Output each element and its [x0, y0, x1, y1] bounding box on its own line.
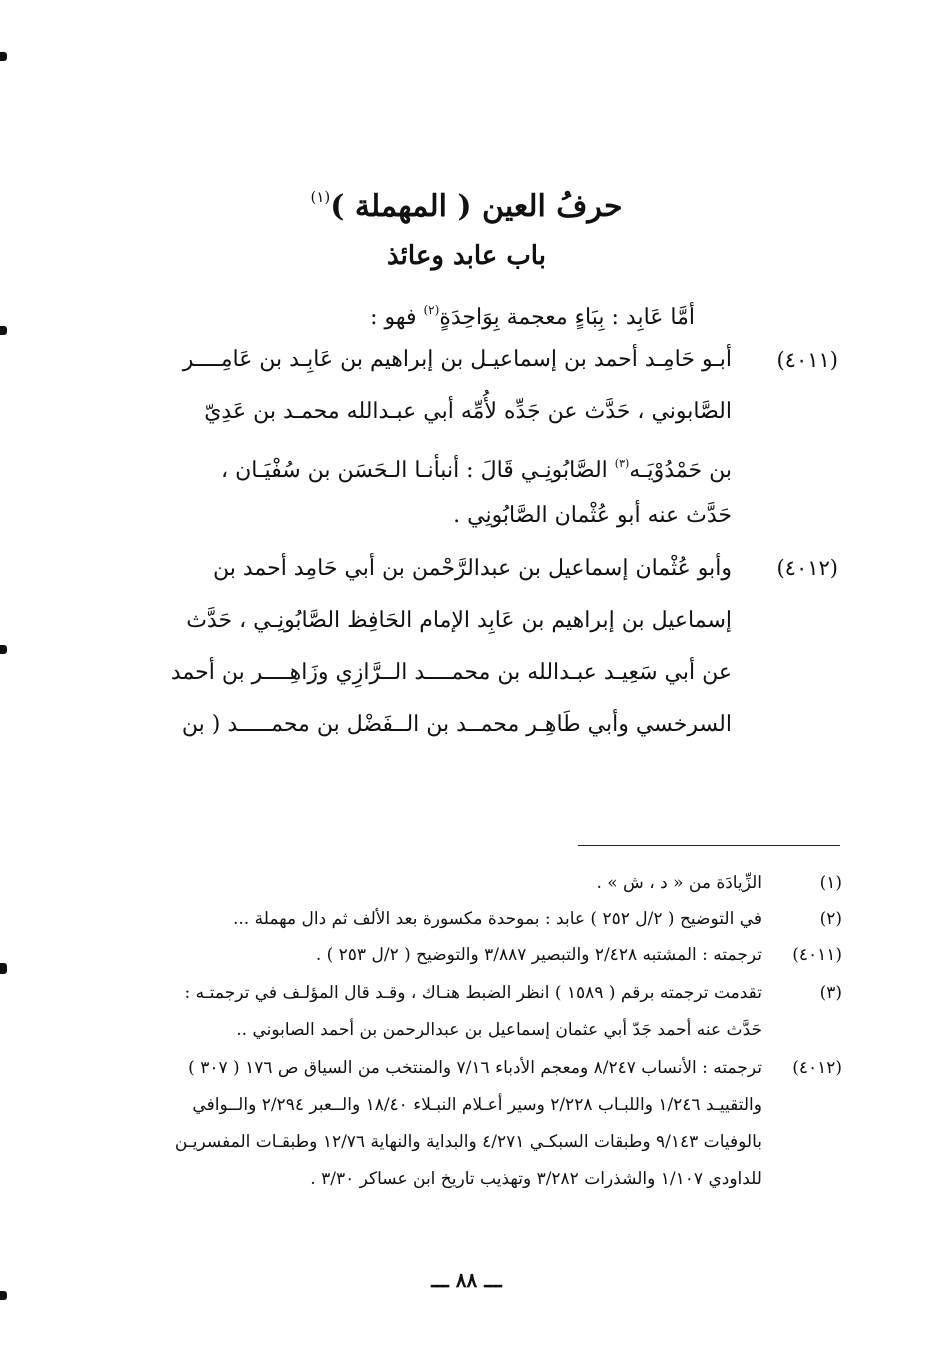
- footnote-number: (٤٠١٢): [792, 1058, 842, 1078]
- footnote-text: تقدمت ترجمته برقم ( ١٥٨٩ ) انظر الضبط هنـاك ، وقـد قال المؤلـف في ترجمتـه :: [184, 983, 762, 1003]
- footnote-number: (١): [819, 873, 842, 893]
- entry-line-text: الصَّابُونِـي قَالَ : أنبأنـا الـحَسَن بن سُفْيَـان ،: [221, 458, 615, 483]
- footnote-number: (٤٠١١): [792, 945, 842, 965]
- entry-line: الصَّابوني ، حَدَّث عن جَدِّه لأُمِّه أبي عبـدالله محمـد بن عَدِيّ: [204, 399, 732, 424]
- section-title: باب عابد وعائذ: [387, 241, 546, 271]
- scan-edge-mark: [0, 645, 7, 654]
- footnote-divider: [578, 845, 840, 846]
- footnote-text: الزِّيادَة من « د ، ش » .: [596, 873, 762, 893]
- scan-edge-mark: [0, 52, 7, 61]
- footnote: [92, 866, 842, 900]
- footnote: [92, 938, 842, 972]
- footnote: [92, 902, 842, 936]
- entry-line: عن أبي سَعِيـد عبـدالله بن محمــــد الــرَّازِي وزَاهِــــر بن أحمد: [170, 660, 732, 685]
- footnote-continuation: للداودي ١/١٠٧ والشذرات ٣/٢٨٢ وتهذيب تاريخ ابن عساكر ٣/٣٠ .: [310, 1169, 762, 1189]
- footnote-ref[interactable]: (١): [310, 188, 331, 206]
- footnote-text: ترجمته : الأنساب ٨/٢٤٧ ومعجم الأدباء ٧/١٦ والمنتخب من السياق ص ١٧٦ ( ٣٠٧ ): [188, 1058, 762, 1078]
- entry-line: [158, 438, 732, 490]
- footnote: [92, 1051, 842, 1085]
- footnote-number: (٣): [819, 983, 842, 1003]
- intro-text-end: فهو :: [370, 305, 424, 330]
- footnote-continuation: والتقييـد ١/٢٤٦ واللبـاب ٢/٢٢٨ وسير أعـلام النبـلاء ١٨/٤٠ والــعبر ٢/٢٩٤ والــوافي: [192, 1095, 762, 1115]
- entry-number: (٤٠١٢): [776, 556, 838, 580]
- scan-edge-mark: [0, 963, 7, 974]
- intro-line: [160, 290, 695, 330]
- page-number: ـــ ٨٨ ـــ: [431, 1268, 502, 1292]
- footnote-continuation: بالوفيات ٩/١٤٣ وطبقات السبكـي ٤/٢٧١ والبداية والنهاية ١٢/٧٦ وطبقـات المفسريـن: [174, 1132, 762, 1152]
- footnote-ref[interactable]: (٣): [614, 457, 630, 470]
- footnote-continuation: حَدَّث عنه أحمد جَدّ أبي عثمان إسماعيل بن عبدالرحمن بن أحمد الصابوني ..: [236, 1020, 762, 1040]
- footnote-text: في التوضيح ( ٢/ل ٢٥٢ ) عابد : بموحدة مكسورة بعد الألف ثم دال مهملة ...: [232, 909, 762, 929]
- entry-number: (٤٠١١): [776, 348, 838, 372]
- chapter-title-text: حرفُ العين ( المهملة ): [330, 189, 623, 224]
- entry-line: السرخسي وأبي طَاهِـر محمــد بن الــفَضْل بن محمـــــد ( بن: [181, 712, 732, 737]
- chapter-title: [0, 172, 933, 222]
- footnote-number: (٢): [819, 909, 842, 929]
- scan-edge-mark: [0, 326, 7, 335]
- entry-line: إسماعيل بن إبراهيم بن عَابِد الإمام الحَافِظ الصَّابُونِـي ، حَدَّث: [186, 608, 732, 633]
- footnote-ref[interactable]: (٢): [423, 303, 440, 317]
- footnote: [92, 976, 842, 1010]
- entry-line: وأبو عُثْمان إسماعيل بن عبدالرَّحْمن بن أبي حَامِد أحمد بن: [212, 556, 732, 581]
- intro-text: أمَّا عَابِد : بِبَاءٍ معجمة بِوَاحِدَةٍ: [439, 305, 695, 330]
- entry-body: [158, 543, 732, 751]
- entry-line: حَدَّث عنه أبو عُثْمان الصَّابُونِي .: [453, 503, 732, 528]
- footnote-text: ترجمته : المشتبه ٢/٤٢٨ والتبصير ٣/٨٨٧ والتوضيح ( ٢/ل ٢٥٣ ) .: [315, 945, 762, 965]
- entry-line: أبـو حَامِـد أحمد بن إسماعيـل بن إبراهيم بن عَابِـد بن عَامِــــر: [182, 347, 732, 372]
- entry-body: [158, 334, 732, 542]
- entry-line-text: بن حَمْدُوْيَـه: [629, 458, 732, 483]
